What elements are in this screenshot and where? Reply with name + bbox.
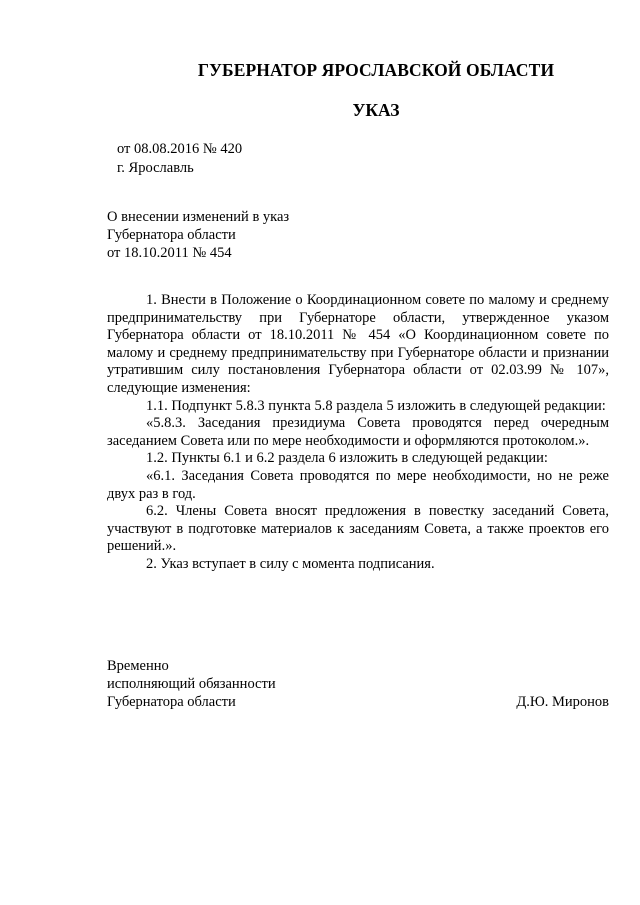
signer-position-line: исполняющий обязанности [107, 676, 276, 692]
document-subject [107, 208, 289, 262]
date-and-number: от 08.08.2016 № 420 [117, 141, 243, 157]
issuing-authority: ГУБЕРНАТОР ЯРОСЛАВСКОЙ ОБЛАСТИ [197, 60, 555, 80]
subject-line: Губернатора области [107, 227, 236, 243]
signer-position-line: Временно [107, 658, 169, 674]
body-paragraph: 1. Внести в Положение о Координационном совете по малому и среднему предпринимательству при Губернаторе области, утвержденное указом Губернатора области от 18.10.2011 № 454 «О Координационном совете по малому и среднему предпринимательству при Губернаторе области и признании утратившим силу постановления Губернатора области от 02.03.99 № 107», следующие изменения: [107, 292, 609, 396]
body-paragraph: «6.1. Заседания Совета проводятся по мере необходимости, но не реже двух раз в год. [107, 467, 609, 502]
document-body [107, 292, 609, 574]
signature-row [107, 693, 609, 711]
signer-name: Д.Ю. Миронов [516, 694, 609, 710]
signer-position-line: Губернатора области [107, 694, 236, 710]
document-type: УКАЗ [352, 100, 400, 120]
signature-block [107, 657, 609, 711]
body-paragraph: 1.2. Пункты 6.1 и 6.2 раздела 6 изложить в следующей редакции: [146, 450, 548, 467]
subject-line: О внесении изменений в указ [107, 209, 290, 225]
subject-line: от 18.10.2011 № 454 [107, 245, 232, 261]
body-paragraph: 2. Указ вступает в силу с момента подписания. [146, 555, 435, 572]
document-meta [117, 140, 242, 178]
body-paragraph: 1.1. Подпункт 5.8.3 пункта 5.8 раздела 5 изложить в следующей редакции: [146, 397, 606, 414]
body-paragraph: «5.8.3. Заседания президиума Совета проводятся перед очередным заседанием Совета или по мере необходимости и оформляются протоколом.». [107, 415, 609, 449]
body-paragraph: 6.2. Члены Совета вносят предложения в повестку заседаний Совета, участвуют в подготовке материалов к заседаниям Совета, а также проектов его решений.». [107, 503, 609, 555]
issue-city: г. Ярославль [117, 160, 194, 176]
